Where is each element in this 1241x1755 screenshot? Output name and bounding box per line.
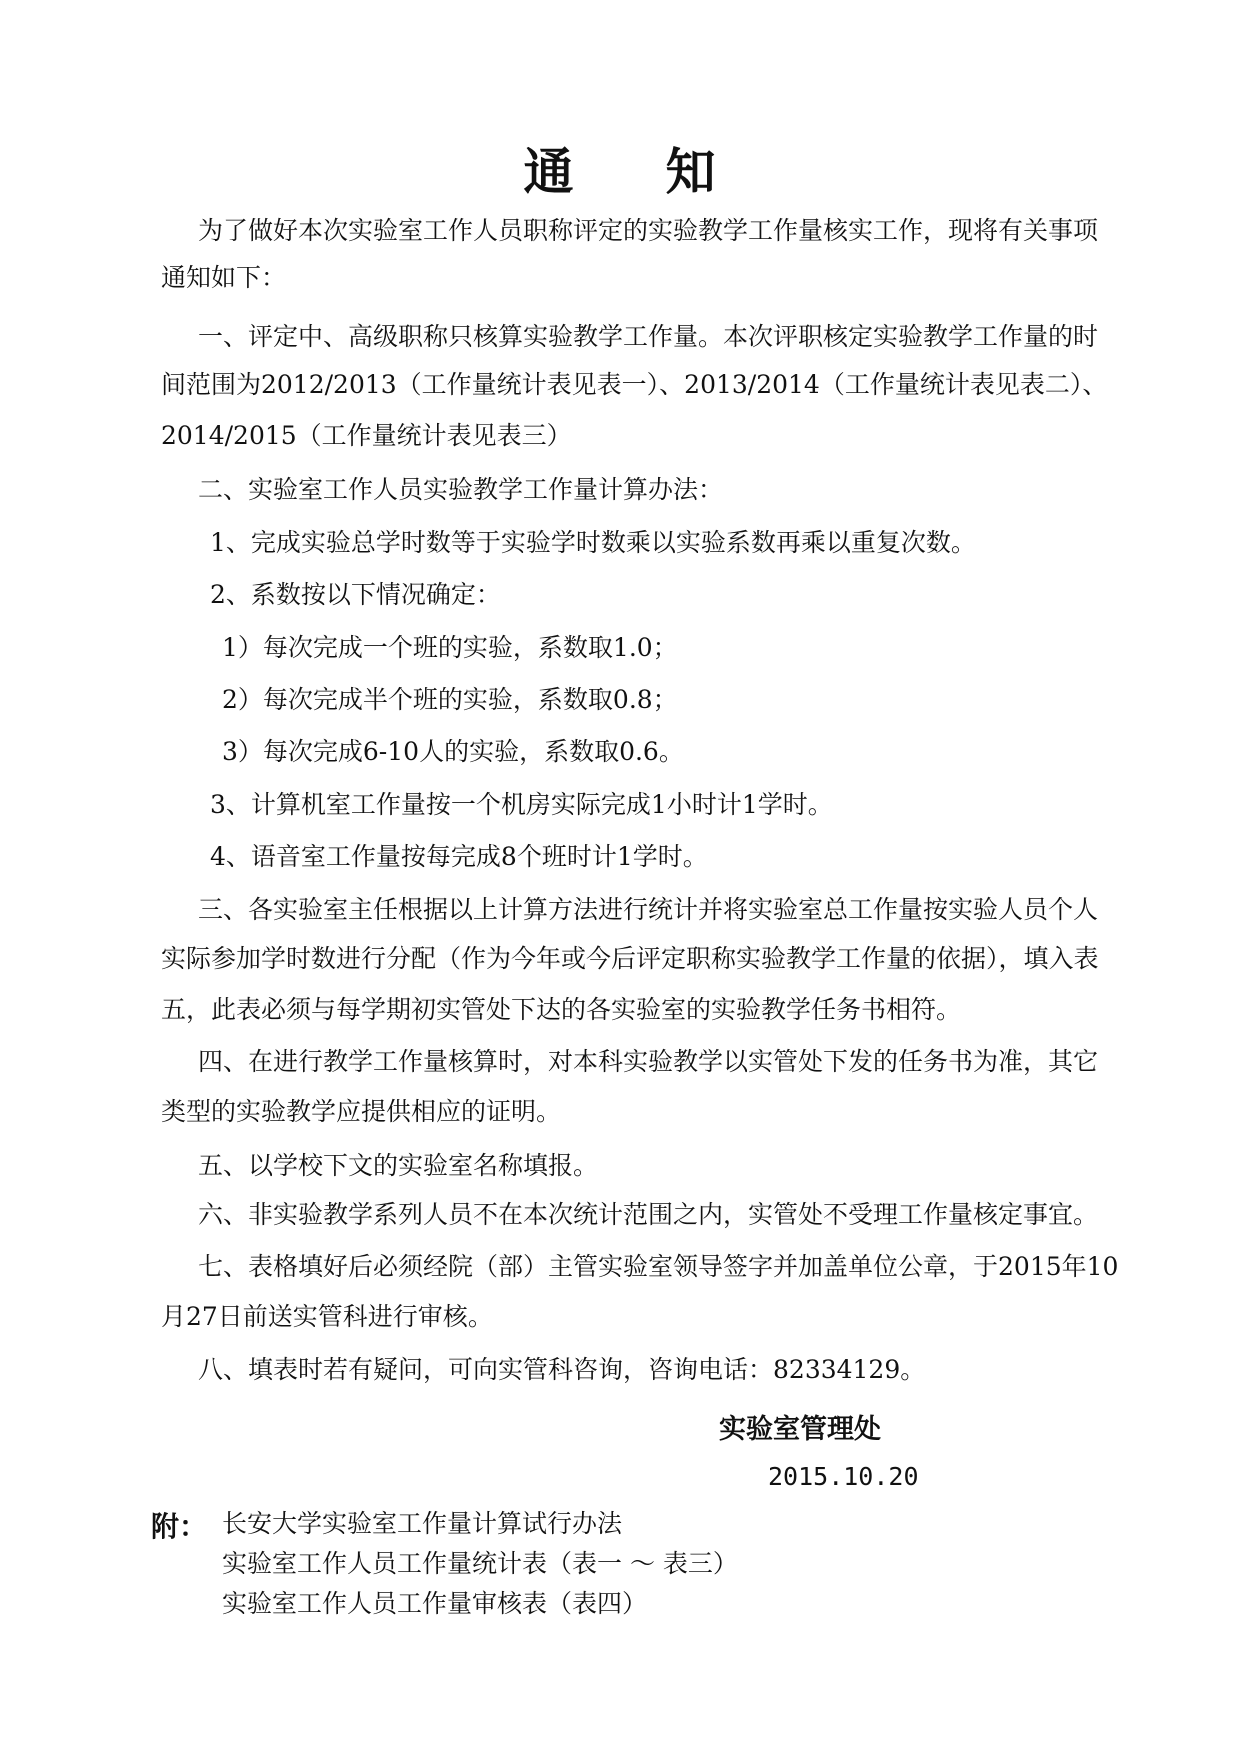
section4-line-1: 四、在进行教学工作量核算时，对本科实验教学以实管处下发的任务书为准，其它 [198,1047,1099,1076]
section1-line-1: 一、评定中、高级职称只核算实验教学工作量。本次评职核定实验教学工作量的时 [198,322,1099,351]
section2-item-1: 1、完成实验总学时数等于实验学时数乘以实验系数再乘以重复次数。 [210,528,976,557]
section2-sub-3: 3）每次完成6-10人的实验，系数取0.6。 [222,737,684,766]
title-char-1: 通 [523,143,576,201]
section2-sub-1: 1）每次完成一个班的实验，系数取1.0； [222,633,678,662]
section2-item-2: 2、系数按以下情况确定： [210,580,501,609]
section3-line-1: 三、各实验室主任根据以上计算方法进行统计并将实验室总工作量按实验人员个人 [198,895,1099,924]
section3-line-2: 实际参加学时数进行分配（作为今年或今后评定职称实验教学工作量的依据），填入表 [161,944,1099,973]
section1-line-2: 间范围为2012/2013（工作量统计表见表一）、2013/2014（工作量统计表见表二）、 [161,370,1108,399]
signature-date: 2015.10.20 [768,1462,919,1491]
section7-line-1: 七、表格填好后必须经院（部）主管实验室领导签字并加盖单位公章，于2015年10 [198,1252,1119,1281]
page-title [0,132,1241,204]
section6-line-1: 六、非实验教学系列人员不在本次统计范围之内，实管处不受理工作量核定事宜。 [198,1200,1099,1229]
intro-line-2: 通知如下： [161,263,287,292]
attachment-item: 长安大学实验室工作量计算试行办法 [222,1509,623,1538]
section2-heading: 二、实验室工作人员实验教学工作量计算办法： [198,475,724,504]
section2-item-4: 4、语音室工作量按每完成8个班时计1学时。 [210,842,708,871]
attachment-item: 实验室工作人员工作量统计表（表一 ～ 表三） [222,1549,738,1578]
section1-line-3: 2014/2015（工作量统计表见表三） [161,421,572,450]
section2-item-3: 3、计算机室工作量按一个机房实际完成1小时计1学时。 [210,790,833,819]
attachment-item: 实验室工作人员工作量审核表（表四） [222,1589,648,1618]
title-char-2: 知 [665,143,718,201]
section8-line-1: 八、填表时若有疑问，可向实管科咨询，咨询电话：82334129。 [198,1355,926,1384]
attachments-label: 附： [151,1510,208,1543]
signature-org: 实验室管理处 [719,1414,881,1445]
section3-line-3: 五，此表必须与每学期初实管处下达的各实验室的实验教学任务书相符。 [161,995,962,1024]
section2-sub-2: 2）每次完成半个班的实验，系数取0.8； [222,685,678,714]
section7-line-2: 月27日前送实管科进行审核。 [161,1302,493,1331]
section5-line-1: 五、以学校下文的实验室名称填报。 [198,1151,599,1180]
intro-line-1: 为了做好本次实验室工作人员职称评定的实验教学工作量核实工作，现将有关事项 [198,216,1099,245]
section4-line-2: 类型的实验教学应提供相应的证明。 [161,1097,562,1126]
